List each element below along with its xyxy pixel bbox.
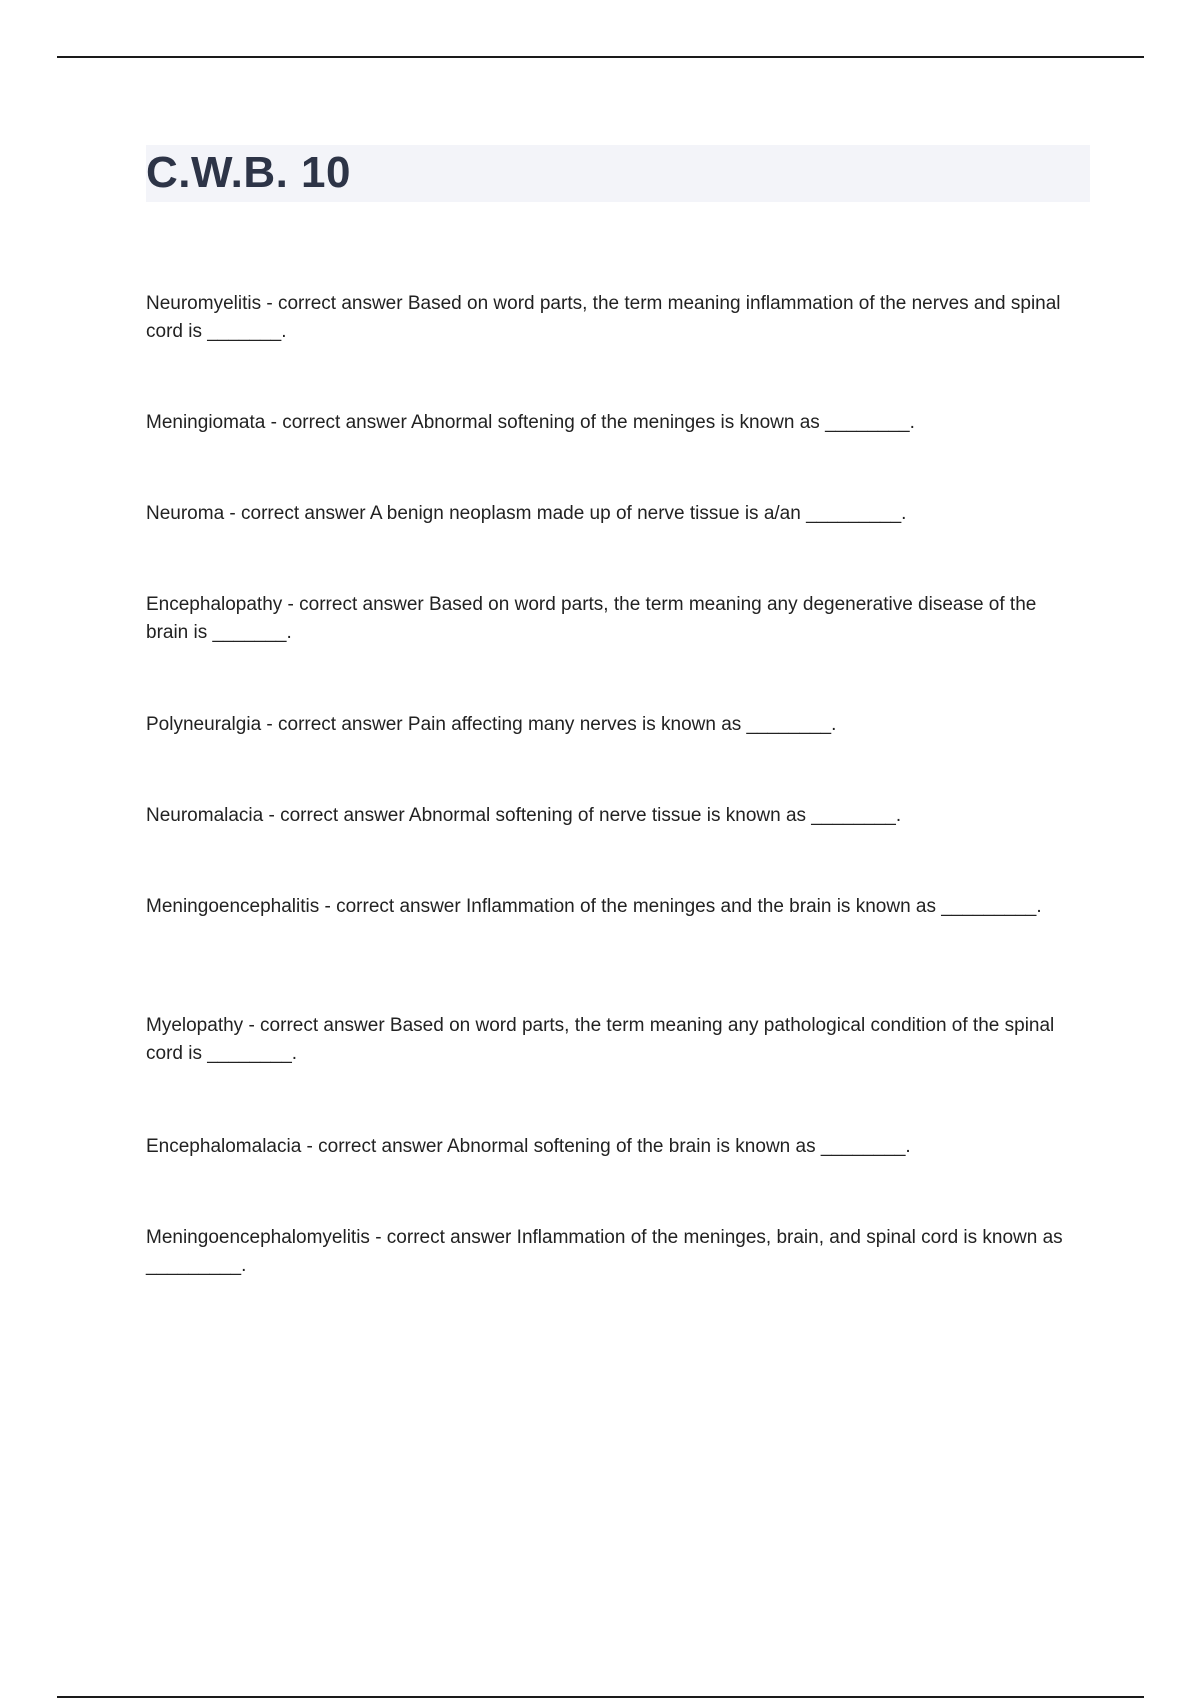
flashcard-item: Meningoencephalomyelitis - correct answer Inflammation of the meninges, brain, and spinal cord is known as _________. <box>146 1227 1063 1276</box>
page-title: C.W.B. 10 <box>146 148 351 197</box>
flashcard-item: Meningoencephalitis - correct answer Inflammation of the meninges and the brain is known as _________. <box>146 896 1042 917</box>
flashcard-item: Neuromalacia - correct answer Abnormal softening of nerve tissue is known as ________. <box>146 805 902 826</box>
flashcard-item: Neuromyelitis - correct answer Based on word parts, the term meaning inflammation of the nerves and spinal cord is _______. <box>146 293 1061 342</box>
flashcard-item: Encephalomalacia - correct answer Abnormal softening of the brain is known as ________. <box>146 1136 911 1157</box>
flashcard-item: Encephalopathy - correct answer Based on word parts, the term meaning any degenerative disease of the brain is _______. <box>146 594 1037 643</box>
flashcard-item: Meningiomata - correct answer Abnormal softening of the meninges is known as ________. <box>146 412 915 433</box>
top-divider <box>57 56 1144 58</box>
flashcard-item: Neuroma - correct answer A benign neoplasm made up of nerve tissue is a/an _________. <box>146 503 907 524</box>
bottom-divider <box>57 1696 1144 1698</box>
flashcard-item: Polyneuralgia - correct answer Pain affecting many nerves is known as ________. <box>146 714 837 735</box>
flashcard-item: Myelopathy - correct answer Based on word parts, the term meaning any pathological condition of the spinal cord is ________. <box>146 1015 1055 1064</box>
